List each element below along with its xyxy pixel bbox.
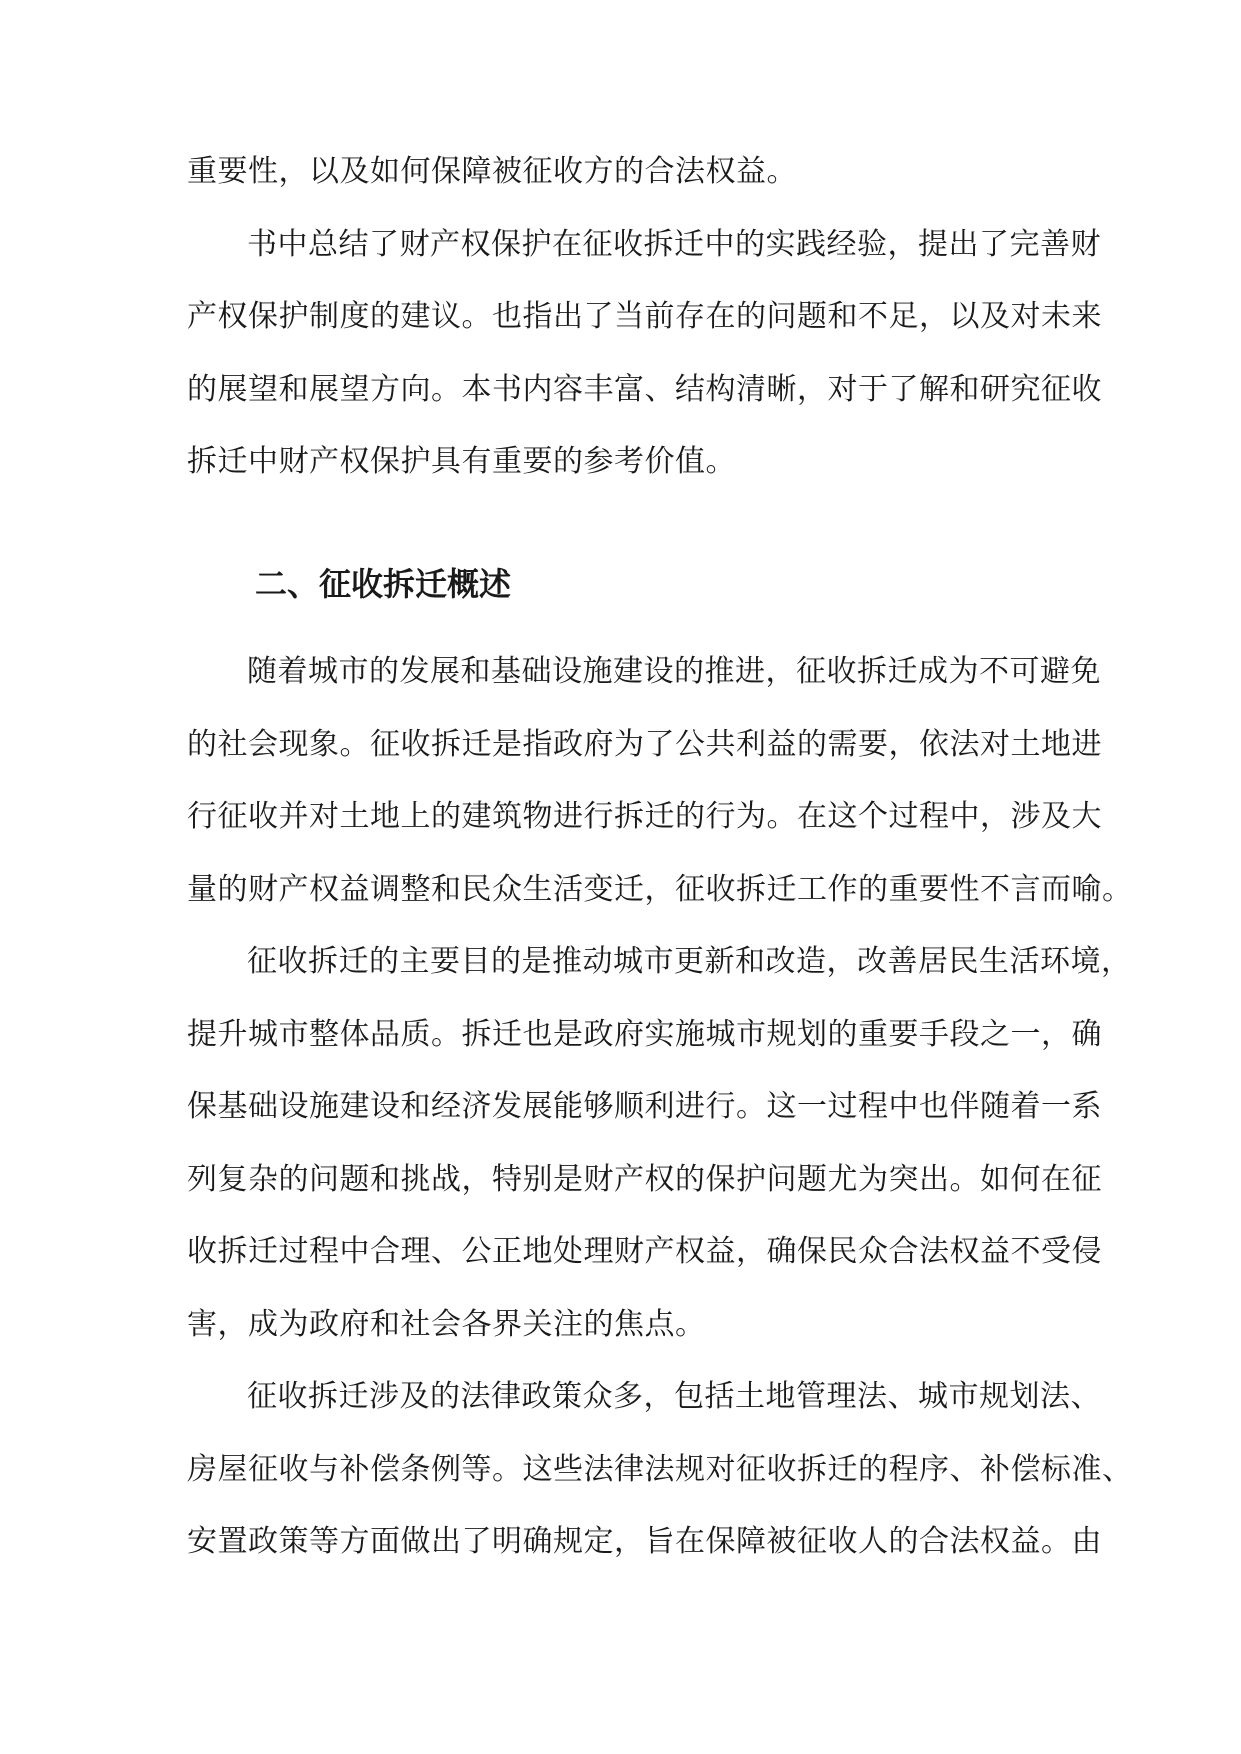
text-line: 害，成为政府和社会各界关注的焦点。 xyxy=(187,1307,706,1342)
text-line: 提升城市整体品质。拆迁也是政府实施城市规划的重要手段之一，确 xyxy=(187,1017,1102,1052)
text-line: 收拆迁过程中合理、公正地处理财产权益，确保民众合法权益不受侵 xyxy=(187,1234,1102,1269)
text-line: 的社会现象。征收拆迁是指政府为了公共利益的需要，依法对土地进 xyxy=(187,727,1102,762)
text-line: 列复杂的问题和挑战，特别是财产权的保护问题尤为突出。如何在征 xyxy=(187,1162,1102,1197)
text-line: 拆迁中财产权保护具有重要的参考价值。 xyxy=(187,444,736,479)
text-line: 征收拆迁涉及的法律政策众多，包括土地管理法、城市规划法、 xyxy=(247,1379,1101,1414)
text-line: 安置政策等方面做出了明确规定，旨在保障被征收人的合法权益。由 xyxy=(187,1524,1102,1559)
section-heading: 二、征收拆迁概述 xyxy=(255,565,512,603)
text-line: 重要性，以及如何保障被征收方的合法权益。 xyxy=(187,154,797,189)
text-line: 行征收并对土地上的建筑物进行拆迁的行为。在这个过程中，涉及大 xyxy=(187,799,1102,834)
text-line: 保基础设施建设和经济发展能够顺利进行。这一过程中也伴随着一系 xyxy=(187,1089,1102,1124)
text-line: 的展望和展望方向。本书内容丰富、结构清晰，对于了解和研究征收 xyxy=(187,372,1102,407)
text-line: 征收拆迁的主要目的是推动城市更新和改造，改善居民生活环境， xyxy=(247,944,1132,979)
text-line: 产权保护制度的建议。也指出了当前存在的问题和不足，以及对未来 xyxy=(187,299,1102,334)
text-line: 随着城市的发展和基础设施建设的推进，征收拆迁成为不可避免 xyxy=(247,654,1101,689)
text-line: 房屋征收与补偿条例等。这些法律法规对征收拆迁的程序、补偿标准、 xyxy=(187,1452,1133,1487)
text-line: 量的财产权益调整和民众生活变迁，征收拆迁工作的重要性不言而喻。 xyxy=(187,872,1133,907)
text-line: 书中总结了财产权保护在征收拆迁中的实践经验，提出了完善财 xyxy=(247,227,1101,262)
